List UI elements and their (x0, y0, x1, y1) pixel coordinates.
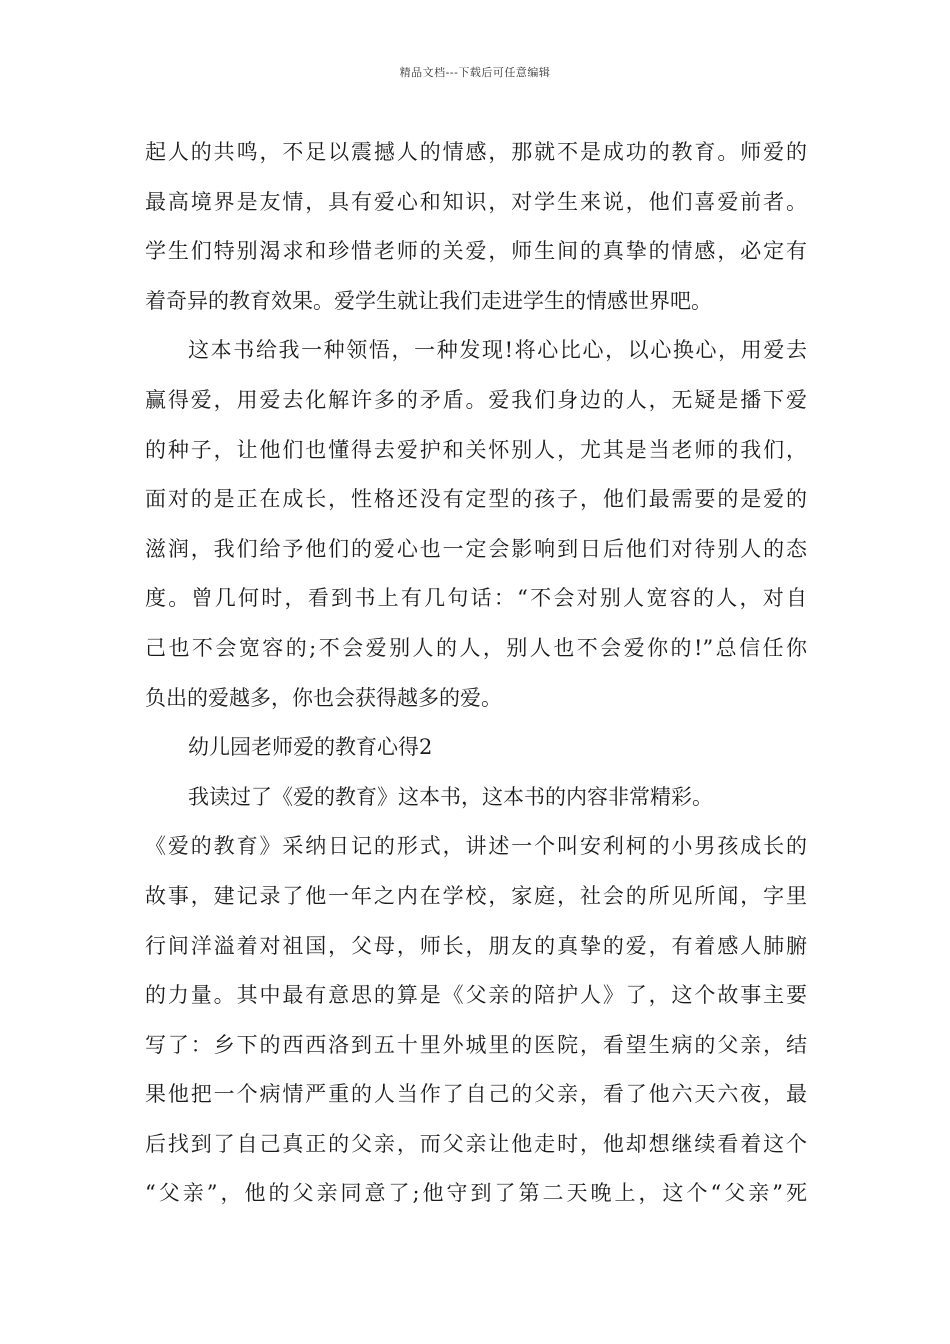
text-line: 行间洋溢着对祖国，父母，师长，朋友的真挚的爱，有着感人肺腑 (145, 933, 807, 958)
paragraph-first-line: 这本书给我一种领悟，一种发现!将心比心，以心换心，用爱去 (188, 338, 807, 363)
text-line: 的种子，让他们也懂得去爱护和关怀别人，尤其是当老师的我们， (145, 437, 807, 462)
section-heading: 幼儿园老师爱的教育心得2 (188, 735, 433, 760)
text-line: 的力量。其中最有意思的算是《父亲的陪护人》了，这个故事主要 (145, 983, 807, 1008)
text-line: 后找到了自己真正的父亲，而父亲让他走时，他却想继续看着这个 (145, 1131, 807, 1156)
body-text (145, 128, 807, 1219)
text-line: 《爱的教育》采纳日记的形式，讲述一个叫安利柯的小男孩成长的 (145, 834, 807, 859)
text-line: 面对的是正在成长，性格还没有定型的孩子，他们最需要的是爱的 (145, 487, 807, 512)
page-header: 精品文档---下载后可任意编辑 (399, 66, 551, 79)
text-line: 滋润，我们给予他们的爱心也一定会影响到日后他们对待别人的态 (145, 536, 807, 561)
text-line: 度。曾几何时，看到书上有几句话：“不会对别人宽容的人，对自 (145, 586, 807, 611)
paragraph-first-line: 我读过了《爱的教育》这本书，这本书的内容非常精彩。 (188, 784, 713, 809)
text-line: 写了：乡下的西西洛到五十里外城里的医院，看望生病的父亲，结 (145, 1032, 807, 1057)
text-line: 起人的共鸣，不足以震撼人的情感，那就不是成功的教育。师爱的 (145, 140, 807, 164)
text-line: 故事，建记录了他一年之内在学校，家庭，社会的所见所闻，字里 (145, 883, 807, 908)
text-line: 果他把一个病情严重的人当作了自己的父亲，看了他六天六夜，最 (145, 1082, 807, 1107)
text-line: 学生们特别渴求和珍惜老师的关爱，师生间的真挚的情感，必定有 (145, 239, 807, 264)
text-line: 最高境界是友情，具有爱心和知识，对学生来说，他们喜爱前者。 (145, 189, 807, 214)
text-line: 己也不会宽容的;不会爱别人的人，别人也不会爱你的!”总信任你 (145, 635, 807, 660)
text-line: 赢得爱，用爱去化解许多的矛盾。爱我们身边的人，无疑是播下爱 (145, 387, 807, 412)
text-line: “父亲”，他的父亲同意了;他守到了第二天晚上，这个“父亲”死 (145, 1181, 807, 1206)
text-line: 负出的爱越多，你也会获得越多的爱。 (145, 685, 502, 710)
text-line: 着奇异的教育效果。爱学生就让我们走进学生的情感世界吧。 (145, 288, 712, 313)
